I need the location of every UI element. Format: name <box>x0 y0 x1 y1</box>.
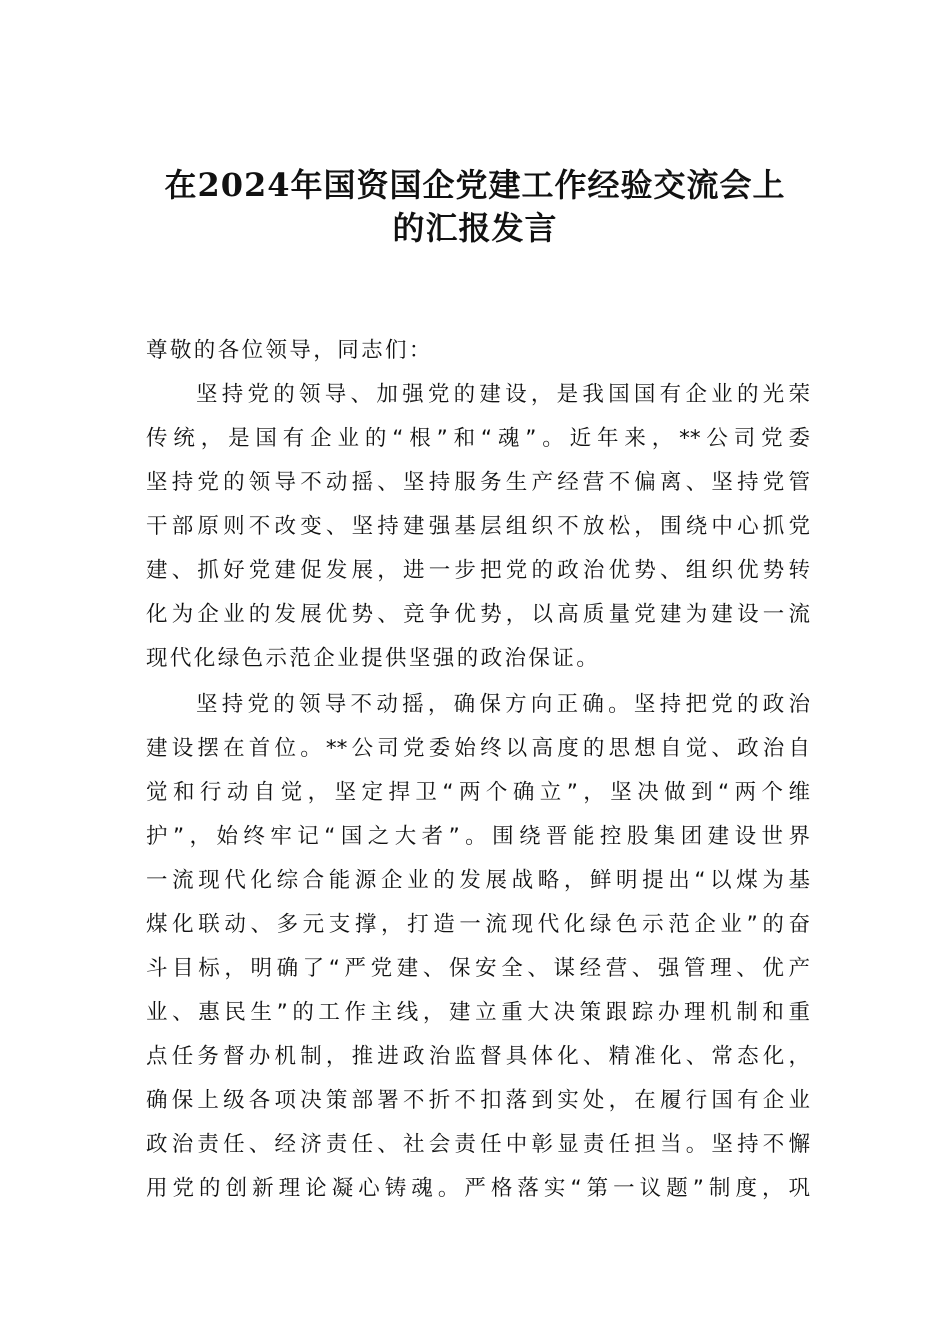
paragraph-line: 干部原则不改变、坚持建强基层组织不放松，围绕中心抓党 <box>146 514 810 539</box>
paragraph-line: 护”，始终牢记“国之大者”。围绕晋能控股集团建设世界 <box>146 824 810 849</box>
paragraph-line: 建、抓好党建促发展，进一步把党的政治优势、组织优势转 <box>146 558 810 583</box>
paragraph-line: 化为企业的发展优势、竞争优势，以高质量党建为建设一流 <box>146 602 810 627</box>
paragraph-line: 用党的创新理论凝心铸魂。严格落实“第一议题”制度，巩 <box>146 1176 810 1201</box>
paragraph-line: 觉和行动自觉，坚定捍卫“两个确立”，坚决做到“两个维 <box>146 780 810 805</box>
paragraph-line: 现代化绿色示范企业提供坚强的政治保证。 <box>146 646 601 671</box>
salutation: 尊敬的各位领导，同志们： <box>146 338 433 363</box>
paragraph-line: 业、惠民生”的工作主线，建立重大决策跟踪办理机制和重 <box>146 1000 810 1025</box>
document-title-line-1: 在2024年国资国企党建工作经验交流会上 <box>164 166 786 204</box>
paragraph-line: 坚持党的领导不动摇，确保方向正确。坚持把党的政治 <box>196 692 810 717</box>
paragraph-line: 煤化联动、多元支撑，打造一流现代化绿色示范企业”的奋 <box>146 912 810 937</box>
paragraph-line: 传统，是国有企业的“根”和“魂”。近年来，**公司党委 <box>146 426 810 451</box>
paragraph-line: 政治责任、经济责任、社会责任中彰显责任担当。坚持不懈 <box>146 1132 810 1157</box>
document-title-line-2: 的汇报发言 <box>392 209 558 247</box>
paragraph-line: 坚持党的领导不动摇、坚持服务生产经营不偏离、坚持党管 <box>146 470 810 495</box>
paragraph-line: 坚持党的领导、加强党的建设，是我国国有企业的光荣 <box>196 382 810 407</box>
paragraph-line: 点任务督办机制，推进政治监督具体化、精准化、常态化， <box>146 1044 810 1069</box>
paragraph-line: 建设摆在首位。**公司党委始终以高度的思想自觉、政治自 <box>146 736 810 761</box>
paragraph-line: 一流现代化综合能源企业的发展战略，鲜明提出“以煤为基 <box>146 868 810 893</box>
paragraph-line: 确保上级各项决策部署不折不扣落到实处，在履行国有企业 <box>146 1088 810 1113</box>
paragraph-line: 斗目标，明确了“严党建、保安全、谋经营、强管理、优产 <box>146 956 810 981</box>
